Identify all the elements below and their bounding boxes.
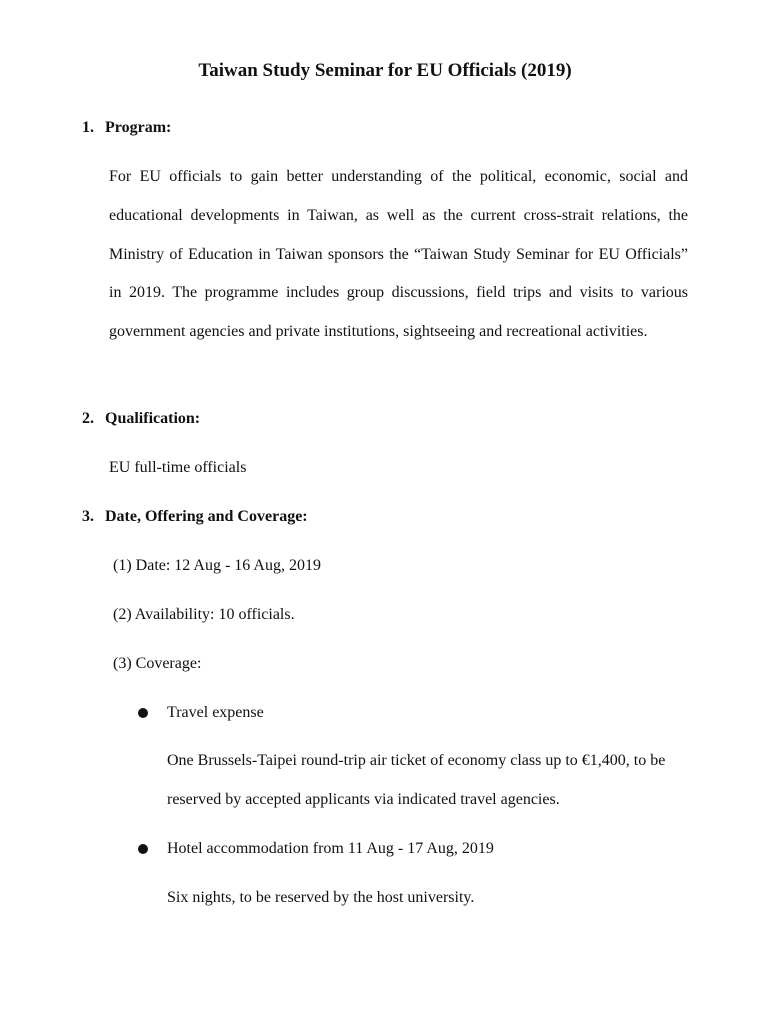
bullet-dot-icon [138, 844, 148, 854]
section-heading-program [82, 117, 171, 139]
section-number: 3. [82, 508, 94, 525]
bullet-label-travel-expense: Travel expense [167, 704, 264, 721]
bullet-label-hotel-accommodation: Hotel accommodation from 11 Aug - 17 Aug, 2019 [167, 840, 494, 857]
list-item-coverage: (3) Coverage: [113, 655, 202, 672]
bullet-detail-travel-expense: One Brussels-Taipei round-trip air ticket of economy class up to €1,400, to be reserved by accepted applicants via indicated travel agencies. [167, 752, 666, 808]
document-title: Taiwan Study Seminar for EU Officials (2019) [198, 60, 572, 81]
section-heading-label: Program: [105, 119, 172, 136]
list-item-availability: (2) Availability: 10 officials. [113, 606, 295, 623]
bullet-detail-hotel-accommodation: Six nights, to be reserved by the host university. [167, 889, 475, 906]
section-heading-label: Qualification: [105, 410, 201, 427]
section-number: 1. [82, 119, 94, 136]
list-item-date: (1) Date: 12 Aug - 16 Aug, 2019 [113, 557, 321, 574]
bullet-dot-icon [138, 708, 148, 718]
section-heading-date-offering-coverage [82, 506, 308, 528]
section-number: 2. [82, 410, 94, 427]
program-description: For EU officials to gain better understanding of the political, economic, social and educational developments in Taiwan, as well as the current cross-strait relations, the Ministry of Education in Taiwan sponsors the “Taiwan Study Seminar for EU Officials” in 2019. The programme includes group discussions, field trips and visits to various government agencies and private institutions, sightseeing and recreational activities. [109, 168, 688, 341]
qualification-text: EU full-time officials [109, 459, 247, 476]
section-heading-qualification [82, 408, 200, 430]
section-heading-label: Date, Offering and Coverage: [105, 508, 308, 525]
